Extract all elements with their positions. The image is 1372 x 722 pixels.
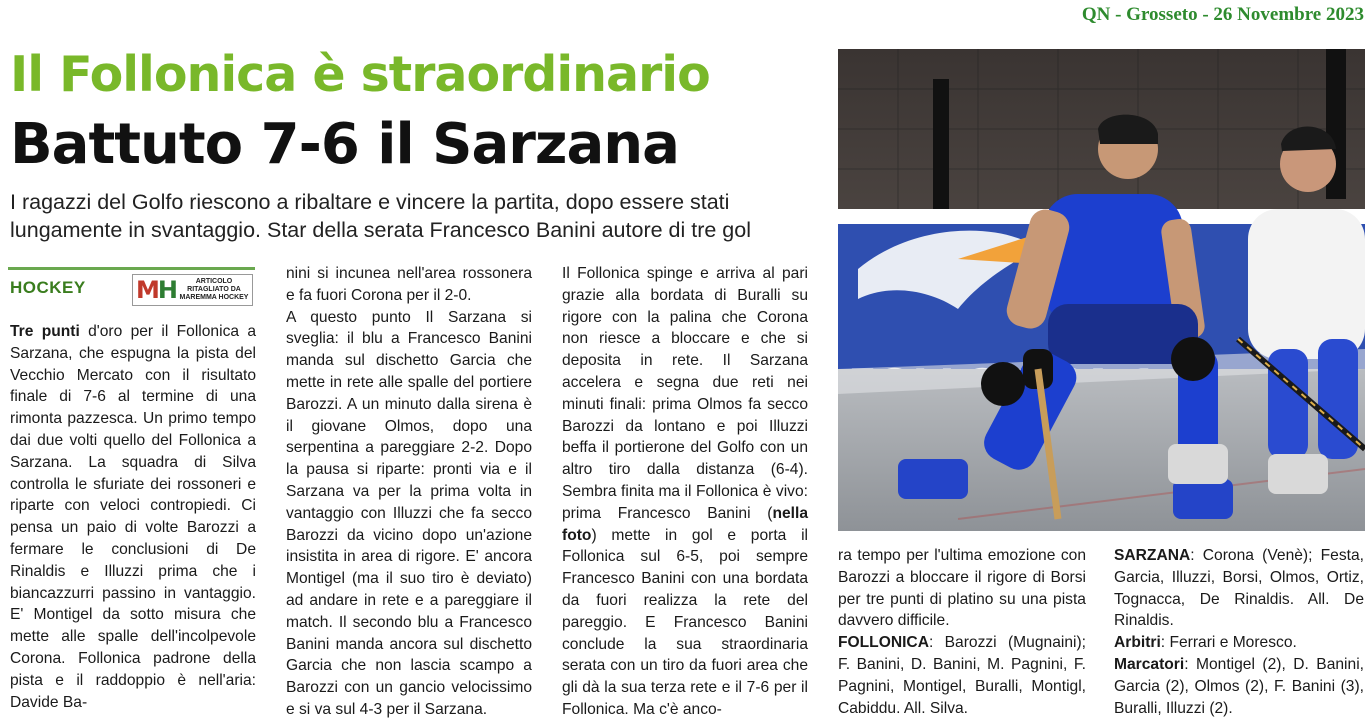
referees-text: : Ferrari e Moresco. bbox=[1160, 634, 1297, 652]
scorers-text: : Montigel (2), D. Banini, Garcia (2), Olmos (2), F. Banini (3), Buralli, Illuzzi (2). bbox=[1114, 655, 1364, 717]
photo-reference: nella foto bbox=[562, 504, 808, 544]
article-text: nini si incunea nell'area rossonera e fa fuori Corona per il 2-0. bbox=[286, 265, 532, 304]
article-column-2 bbox=[286, 263, 532, 721]
referees-label: Arbitri bbox=[1114, 634, 1161, 652]
article-text: Il Follonica spinge e arriva al pari grazie alla bordata di Buralli su rigore con la palina che Corona non riesce a bloccare e che si deposita in rete. Il Sarzana accelera e segna due reti nei minuti finali: prima Olmos fa secco Barozzi da lontano e poi Illuzzi beffa il portierone del Golfo con un altro tiro dalla distanza (6-4). Sembra finita ma il Follonica è vivo: prima Francesco Banini ( bbox=[562, 265, 808, 522]
maremma-hockey-logo bbox=[132, 274, 253, 306]
hockey-player-photo bbox=[838, 49, 1365, 531]
article-text: ) mette in gol e porta il Follonica sul 6-5, poi sempre Francesco Banini con una bordata da fuori realizza la rete del pareggio. E Francesco Banini conclude la sua straordinaria serata con un tiro da fuori area che gli dà la sua terza rete e il 7-6 per il Follonica. Ma c'è anco- bbox=[562, 526, 808, 718]
article-column-3 bbox=[562, 263, 808, 721]
article-text: ra tempo per l'ultima emozione con Barozzi a bloccare il rigore di Borsi per tre punti di platino su una pista davvero difficile. bbox=[838, 547, 1086, 630]
scorers-label: Marcatori bbox=[1114, 655, 1185, 673]
article-lead: Tre punti bbox=[10, 323, 80, 340]
article-subtitle: I ragazzi del Golfo riescono a ribaltare e vincere la partita, dopo essere stati lungamente in svantaggio. Star della serata Francesco Banini autore di tre gol bbox=[10, 190, 751, 242]
article-photo bbox=[838, 49, 1365, 531]
team-label-sarzana: SARZANA bbox=[1114, 547, 1191, 564]
source-line: QN - Grosseto - 26 Novembre 2023 bbox=[1081, 4, 1364, 25]
logo-caption: ARTICOLO RITAGLIATO DA MAREMMA HOCKEY bbox=[179, 278, 249, 301]
lineup-follonica: : Barozzi (Mugnaini); F. Banini, D. Banini, M. Pagnini, F. Pagnini, Montigel, Buralli, Montigl, Cabiddu. All. Silva. bbox=[838, 634, 1086, 717]
lineup-sarzana: : Corona (Venè); Festa, Garcia, Illuzzi, Borsi, Olmos, Ortiz, Tognacca, De Rinaldis. All. De Rinaldis. bbox=[1114, 547, 1364, 630]
article-column-5 bbox=[1114, 545, 1364, 719]
article-text: A questo punto Il Sarzana si sveglia: il blu a Francesco Banini manda sul dischetto Garcia che mette in rete alle spalle del portiere Barozzi. A un minuto dalla sirena è il giovane Olmos, dopo una serpentina a pareggiare 2-2. Dopo la pausa si riparte: pronti via e il Sarzana va per la prima volta in vantaggio con Illuzzi che fa secco Barozzi da vicino dopo un'azione insistita in area di rigore. E' ancora Montigel (ma il suo tiro è deviato) ad andare in rete e a pareggiare il match. Il secondo blu a Francesco Banini manda ancora sul dischetto Garcia che non lascia scampo a Barozzi con un gancio velocissimo e si va sul 4-3 per il Sarzana. bbox=[286, 308, 532, 718]
team-label-follonica: FOLLONICA bbox=[838, 634, 929, 652]
logo-mark: MH bbox=[136, 276, 176, 304]
section-label: HOCKEY bbox=[10, 278, 86, 297]
article-text: d'oro per il Follonica a Sarzana, che espugna la pista del Vecchio Mercato con il risultato finale di 7-6 al termine di una rimonta pazzesca. Un primo tempo dai due volti quello del Follonica a Sarzana. La squadra di Silva controlla le sfuriate dei rossoneri e riparte con veloci contropiedi. Ci pensa un paio di volte Barozzi a fermare le conclusioni di De Rinaldis e Illuzzi prima che i biancazzurri passino in vantaggio. E' Montigel da sotto misura che mette alle spalle dell'incolpevole Corona. Follonica padrone della pista e il raddoppio è nell'aria: Davide Ba- bbox=[10, 323, 256, 711]
headline-secondary: Battuto 7-6 il Sarzana bbox=[10, 112, 679, 177]
headline-primary: Il Follonica è straordinario bbox=[10, 46, 710, 103]
article-column-1 bbox=[10, 321, 256, 713]
section-header bbox=[8, 267, 255, 307]
article-column-4 bbox=[838, 545, 1086, 719]
